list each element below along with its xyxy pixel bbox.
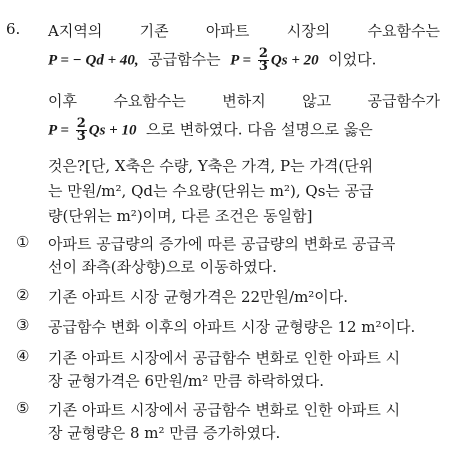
supply-function-lhs: P =	[230, 52, 252, 69]
option-4-marker: ④	[16, 347, 30, 365]
option-5-line-1: 기존 아파트 시장에서 공급함수 변화로 인한 아파트 시	[48, 401, 401, 419]
option-2-line-1: 기존 아파트 시장 균형가격은 22만원/m²이다.	[48, 288, 349, 306]
option-4-line-2: 장 균형가격은 6만원/m² 만큼 하락하였다.	[48, 372, 325, 390]
word: 이후	[48, 92, 77, 110]
fraction-denominator: 3	[76, 129, 86, 144]
option-3-line-1: 공급함수 변화 이후의 아파트 시장 균형량은 12 m²이다.	[48, 318, 416, 336]
fraction-numerator: 2	[258, 46, 268, 61]
line2-end: 이었다.	[328, 50, 377, 69]
question-line-2	[48, 48, 440, 73]
option-4-line-1: 기존 아파트 시장에서 공급함수 변화로 인한 아파트 시	[48, 349, 401, 367]
option-2-marker: ②	[16, 286, 30, 304]
new-supply-rhs: Qs + 10	[88, 122, 137, 139]
supply-function-rhs: Qs + 20	[270, 52, 319, 69]
option-1-marker: ①	[16, 233, 30, 251]
word: 시장의	[286, 22, 331, 40]
question-line-1	[48, 20, 440, 41]
option-1-line-2: 선이 좌측(좌상향)으로 이동하였다.	[48, 258, 277, 276]
option-1-line-1: 아파트 공급량의 증가에 따른 공급량의 변화로 공급곡	[48, 235, 396, 253]
word: 공급함수가	[367, 92, 440, 110]
fraction-numerator: 2	[76, 116, 86, 131]
option-3-marker: ③	[16, 316, 30, 334]
question-line-3	[48, 90, 440, 111]
option-5-line-2: 장 균형량은 8 m² 만큼 증가하였다.	[48, 424, 281, 442]
word: 기존	[139, 22, 169, 40]
option-5-marker: ⑤	[16, 399, 30, 417]
question-line-6: 는 만원/m², Qd는 수요량(단위는 m²), Qs는 공급	[48, 182, 374, 200]
supply-intro: 공급함수는	[148, 50, 221, 69]
fraction	[76, 118, 87, 143]
question-line-5: 것은?[단, X축은 수량, Y축은 가격, P는 가격(단위	[48, 157, 374, 175]
question-number: 6.	[6, 20, 21, 38]
word: 수요함수는	[113, 92, 186, 110]
question-line-4	[48, 118, 440, 143]
word: 않고	[302, 92, 332, 110]
word: 수요함수는	[367, 22, 440, 40]
new-supply-lhs: P =	[48, 122, 69, 139]
word: 아파트	[205, 22, 250, 40]
demand-function: P = − Qd + 40,	[48, 52, 139, 69]
fraction-denominator: 3	[258, 59, 268, 74]
question-line-7: 량(단위는 m²)이며, 다른 조건은 동일함]	[48, 207, 313, 225]
fraction	[258, 48, 269, 73]
word: 변하지	[222, 92, 266, 110]
line4-end: 으로 변하였다. 다음 설명으로 옳은	[146, 120, 373, 139]
word: A지역의	[48, 22, 103, 40]
